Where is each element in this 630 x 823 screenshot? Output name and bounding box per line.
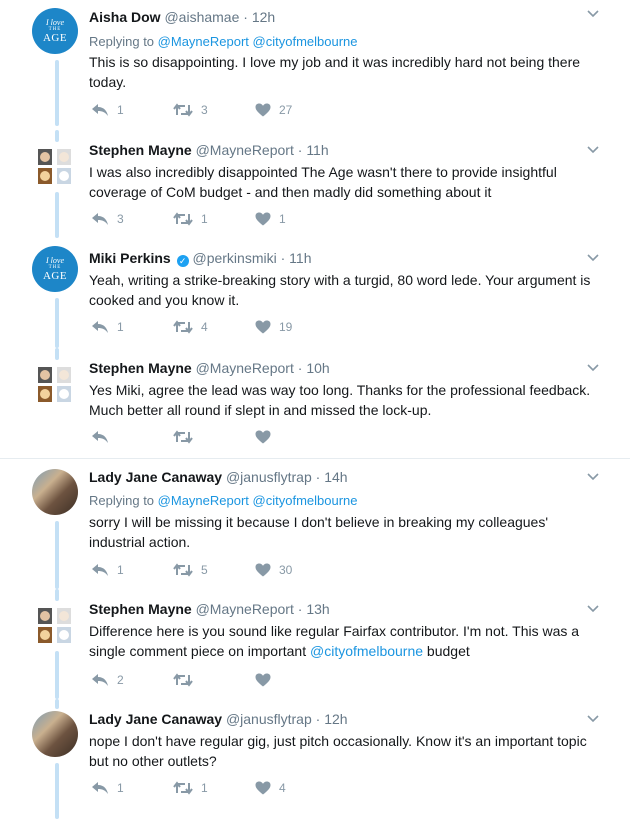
like-button[interactable] xyxy=(255,781,286,795)
retweet-count: 1 xyxy=(201,781,208,795)
tweet-header xyxy=(89,142,329,158)
retweet-icon xyxy=(173,212,193,226)
separator: · xyxy=(280,250,286,266)
avatar[interactable]: I love THE AGE xyxy=(32,246,78,292)
avatar[interactable]: I love THE AGE xyxy=(32,8,78,54)
retweet-count: 1 xyxy=(201,212,208,226)
username[interactable]: @janusflytrap xyxy=(225,469,312,485)
retweet-button[interactable] xyxy=(173,673,201,687)
reply-button[interactable] xyxy=(91,781,124,795)
retweet-icon xyxy=(173,673,193,687)
username[interactable]: @perkinsmiki xyxy=(192,250,277,266)
tweet-text: sorry I will be missing it because I don't believe in breaking my colleagues' industrial action. xyxy=(89,514,549,550)
display-name[interactable]: Stephen Mayne xyxy=(89,360,192,376)
username[interactable]: @MayneReport xyxy=(195,601,294,617)
heart-icon xyxy=(255,103,271,117)
heart-icon xyxy=(255,212,271,226)
mention-link[interactable]: @MayneReport xyxy=(157,34,249,49)
separator: · xyxy=(315,469,321,485)
like-button[interactable] xyxy=(255,103,292,117)
thread-line xyxy=(55,651,59,699)
heart-icon xyxy=(255,430,271,444)
tweet-text: nope I don't have regular gig, just pitch occasionally. Know it's an important topic but no other outlets? xyxy=(89,733,587,769)
thread-line xyxy=(55,699,59,709)
chevron-down-icon[interactable] xyxy=(586,601,600,615)
reply-count: 1 xyxy=(117,781,124,795)
caricature-avatar-image xyxy=(36,148,74,186)
avatar[interactable] xyxy=(32,711,78,757)
chevron-down-icon[interactable] xyxy=(586,250,600,264)
tweet-header xyxy=(89,601,330,617)
retweet-count: 5 xyxy=(201,563,208,577)
mention-link[interactable]: @MayneReport xyxy=(157,493,249,508)
retweet-button[interactable] xyxy=(173,103,208,117)
mention-link[interactable]: @cityofmelbourne xyxy=(252,34,358,49)
display-name[interactable]: Lady Jane Canaway xyxy=(89,711,223,727)
retweet-button[interactable] xyxy=(173,320,208,334)
tweet-aisha-dow[interactable] xyxy=(0,0,630,130)
avatar[interactable] xyxy=(36,148,74,186)
reply-button[interactable] xyxy=(91,430,117,444)
username[interactable]: @MayneReport xyxy=(195,142,294,158)
like-count: 4 xyxy=(279,781,286,795)
tweet-text: Yeah, writing a strike-breaking story with a turgid, 80 word lede. Your argument is cooked and you know it. xyxy=(89,272,591,308)
separator: · xyxy=(315,711,321,727)
retweet-icon xyxy=(173,320,193,334)
username[interactable]: @MayneReport xyxy=(195,360,294,376)
display-name[interactable]: Stephen Mayne xyxy=(89,142,192,158)
reply-count: 3 xyxy=(117,212,124,226)
display-name[interactable]: Lady Jane Canaway xyxy=(89,469,223,485)
retweet-icon xyxy=(173,781,193,795)
tweet-header xyxy=(89,360,330,376)
display-name[interactable]: Aisha Dow xyxy=(89,9,161,25)
reply-icon xyxy=(91,212,109,226)
mention-link[interactable]: @cityofmelbourne xyxy=(252,493,358,508)
display-name[interactable]: Stephen Mayne xyxy=(89,601,192,617)
tweet-stephen-mayne[interactable] xyxy=(0,130,630,238)
avatar[interactable] xyxy=(36,366,74,404)
like-count: 27 xyxy=(279,103,293,117)
caricature-avatar-image xyxy=(36,607,74,645)
verified-badge-icon: ✓ xyxy=(177,255,189,267)
tweet-header xyxy=(89,250,312,267)
retweet-count: 4 xyxy=(201,320,208,334)
like-count: 1 xyxy=(279,212,286,226)
reply-icon xyxy=(91,673,109,687)
reply-count: 1 xyxy=(117,563,124,577)
heart-icon xyxy=(255,563,271,577)
like-button[interactable] xyxy=(255,212,286,226)
tweet-miki-perkins[interactable] xyxy=(0,238,630,348)
tweet-text: Yes Miki, agree the lead was way too long. Thanks for the professional feedback. Much better all round if slept in and missed the lock-up. xyxy=(89,382,591,418)
separator: · xyxy=(297,601,303,617)
like-button[interactable] xyxy=(255,673,279,687)
reply-icon xyxy=(91,781,109,795)
thread-line xyxy=(55,521,59,589)
reply-icon xyxy=(91,430,109,444)
heart-icon xyxy=(255,781,271,795)
reply-icon xyxy=(91,563,109,577)
timestamp[interactable]: 14h xyxy=(324,469,348,485)
reply-button[interactable] xyxy=(91,563,124,577)
reply-button[interactable] xyxy=(91,673,124,687)
avatar[interactable] xyxy=(32,469,78,515)
thread-line xyxy=(55,130,59,142)
username[interactable]: @janusflytrap xyxy=(225,711,312,727)
tweet-stephen-mayne[interactable] xyxy=(0,589,630,699)
chevron-down-icon[interactable] xyxy=(586,360,600,374)
retweet-button[interactable] xyxy=(173,563,208,577)
chevron-down-icon[interactable] xyxy=(586,469,600,483)
reply-button[interactable] xyxy=(91,212,124,226)
replying-to: Replying to @MayneReport @cityofmelbourne xyxy=(89,34,358,49)
retweet-button[interactable] xyxy=(173,781,208,795)
reply-count: 1 xyxy=(117,320,124,334)
like-button[interactable] xyxy=(255,320,292,334)
display-name[interactable]: Miki Perkins xyxy=(89,250,171,266)
chevron-down-icon[interactable] xyxy=(586,142,600,156)
separator: · xyxy=(297,360,303,376)
like-count: 30 xyxy=(279,563,293,577)
timestamp[interactable]: 12h xyxy=(324,711,348,727)
thread-line xyxy=(55,348,59,360)
separator: · xyxy=(243,9,248,25)
thread-line xyxy=(55,763,59,819)
caricature-avatar-image xyxy=(36,366,74,404)
reply-count: 1 xyxy=(117,103,124,117)
like-button[interactable] xyxy=(255,430,279,444)
retweet-count: 3 xyxy=(201,103,208,117)
tweet-header xyxy=(89,711,348,727)
thread-line xyxy=(55,298,59,348)
avatar[interactable] xyxy=(36,607,74,645)
timestamp[interactable]: 11h xyxy=(289,250,312,266)
timestamp[interactable]: 12h xyxy=(251,9,276,25)
thread-line xyxy=(55,192,59,238)
tweet-text: This is so disappointing. I love my job and it was incredibly hard not being there today. xyxy=(89,54,581,90)
timestamp[interactable]: 11h xyxy=(306,142,329,158)
heart-icon xyxy=(255,320,271,334)
tweet-text: I was also incredibly disappointed The Age wasn't there to provide insightful coverage of CoM budget - and then madly did something about it xyxy=(89,164,557,200)
retweet-icon xyxy=(173,103,193,117)
reply-count: 2 xyxy=(117,673,124,687)
timestamp[interactable]: 10h xyxy=(306,360,330,376)
reply-button[interactable] xyxy=(91,103,124,117)
tweet-text: Difference here is you sound like regular Fairfax contributor. I'm not. This was a single comment piece on important @cityofmelbourne budget xyxy=(89,623,580,659)
timestamp[interactable]: 13h xyxy=(306,601,330,617)
like-count: 19 xyxy=(279,320,293,334)
tweet-header xyxy=(89,469,348,485)
reply-icon xyxy=(91,320,109,334)
reply-button[interactable] xyxy=(91,320,124,334)
replying-to: Replying to @MayneReport @cityofmelbourne xyxy=(89,493,358,508)
retweet-icon xyxy=(173,563,193,577)
tweet-header xyxy=(89,9,275,25)
tweet-stephen-mayne[interactable] xyxy=(0,348,630,458)
heart-icon xyxy=(255,673,271,687)
retweet-button[interactable] xyxy=(173,430,201,444)
separator: · xyxy=(297,142,303,158)
retweet-button[interactable] xyxy=(173,212,208,226)
thread-line xyxy=(55,60,59,126)
chevron-down-icon[interactable] xyxy=(586,6,600,20)
like-button[interactable] xyxy=(255,563,292,577)
tweet-lady-jane-canaway[interactable] xyxy=(0,699,630,823)
tweet-lady-jane-canaway[interactable] xyxy=(0,459,630,589)
reply-icon xyxy=(91,103,109,117)
thread-line xyxy=(55,589,59,601)
username[interactable]: @aishamae xyxy=(164,9,240,25)
chevron-down-icon[interactable] xyxy=(586,711,600,725)
retweet-icon xyxy=(173,430,193,444)
mention-link[interactable]: @cityofmelbourne xyxy=(310,643,424,659)
